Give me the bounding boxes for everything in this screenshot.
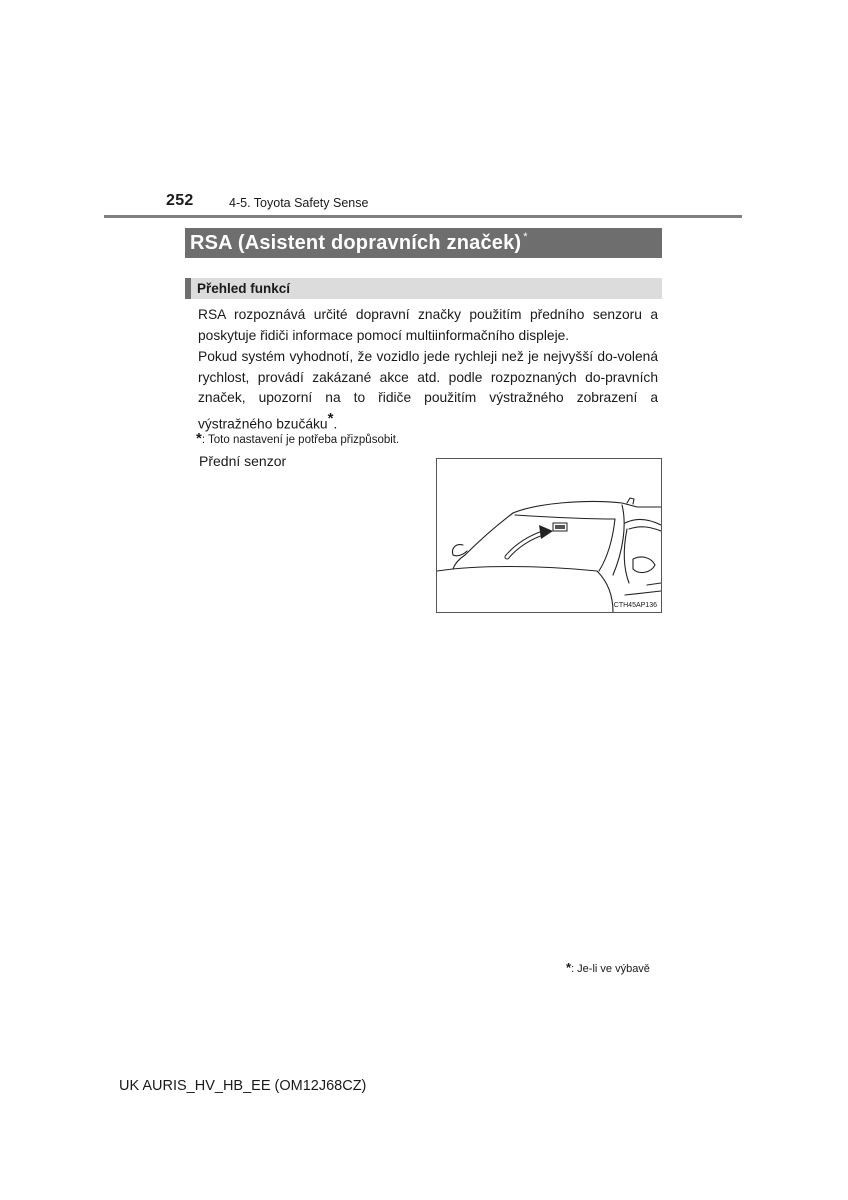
pointer-arrow-icon — [507, 525, 553, 557]
page-title: RSA (Asistent dopravních značek) — [190, 231, 522, 254]
header-rule — [104, 215, 742, 218]
paragraph-2-text: Pokud systém vyhodnotí, že vozidlo jede rychleji než je nejvyšší do-volená rychlost, provádí zakázané akce atd. podle rozpoznaných do-pravních značek, upozorní na to řidiče použitím výstražného zobrazení a výstražného bzučáku — [198, 349, 658, 432]
subheading-bar — [185, 278, 662, 299]
paragraph-2-asterisk: * — [327, 409, 334, 427]
paragraph-2 — [198, 347, 658, 435]
paragraph-1: RSA rozpoznává určité dopravní značky použitím předního senzoru a poskytuje řidiči informace pomocí multiinformačního displeje. — [198, 307, 658, 343]
subheading-accent — [185, 278, 191, 299]
title-asterisk: * — [523, 231, 528, 243]
footnote — [196, 430, 399, 447]
title-bar — [185, 228, 662, 258]
front-sensor-icon — [553, 523, 567, 531]
page-number: 252 — [166, 192, 194, 209]
windshield-sensor-illustration — [437, 459, 661, 612]
availability-asterisk: * — [566, 960, 572, 975]
footnote-text: : Toto nastavení je potřeba přizpůsobit. — [201, 434, 400, 446]
availability-note — [566, 960, 650, 975]
footnote-asterisk: * — [196, 430, 202, 447]
sensor-figure — [436, 458, 662, 613]
section-label: 4-5. Toyota Safety Sense — [229, 196, 369, 210]
availability-text: : Je-li ve výbavě — [571, 963, 650, 975]
figure-code: CTH45AP136 — [613, 602, 657, 609]
paragraph-2-end: . — [333, 416, 338, 432]
figure-caption: Přední senzor — [199, 453, 287, 469]
manual-code-footer: UK AURIS_HV_HB_EE (OM12J68CZ) — [119, 1078, 367, 1094]
subheading-text: Přehled funkcí — [197, 281, 291, 296]
